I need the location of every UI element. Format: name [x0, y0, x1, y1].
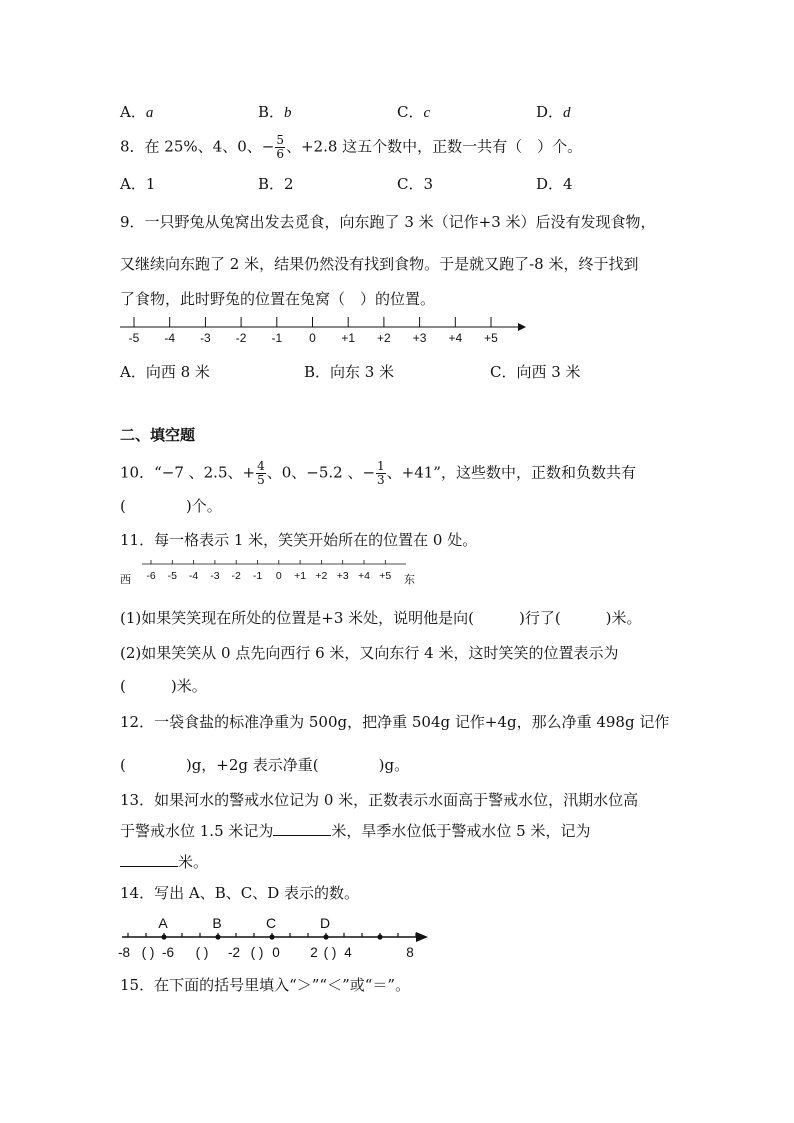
- q9-tick-label: +3: [412, 331, 427, 345]
- q9-line-1: 9．一只野兔从兔窝出发去觅食，向东跑了 3 米（记作+3 米）后没有发现食物，: [120, 213, 656, 231]
- q14-axis-label: ( ): [323, 945, 337, 960]
- q14-line-1: 14．写出 A、B、C、D 表示的数。: [120, 884, 359, 902]
- q9-tick-label: -4: [164, 331, 176, 345]
- q14-axis-label: 2: [310, 945, 318, 960]
- q8-fraction: $\frac{5}{6}$: [276, 133, 284, 161]
- q14-point-label: A: [158, 915, 168, 931]
- q8-option-d: D．4: [536, 175, 573, 193]
- q14-axis-label: ( ): [195, 945, 209, 960]
- q11-tick-label: +3: [336, 570, 349, 582]
- q7-option-a: A．a: [120, 103, 154, 121]
- q11-west-label: 西: [120, 574, 131, 586]
- q14-point-label: C: [265, 915, 277, 931]
- q11-tick-label: -5: [167, 570, 177, 582]
- q11-line-1: 11．每一格表示 1 米，笑笑开始所在的位置在 0 处。: [120, 531, 478, 549]
- q8-option-c: C．3: [397, 175, 434, 193]
- q14-axis-label: 8: [406, 945, 414, 960]
- q13-blank-1: [273, 821, 331, 836]
- q9-tick-label: -1: [271, 331, 283, 345]
- q14-axis-label: ( ): [250, 945, 264, 960]
- q14-axis-label: -2: [227, 945, 241, 960]
- q14-axis-label: -6: [161, 945, 175, 960]
- q11-tick-label: +2: [315, 570, 328, 582]
- q11-sub-2-blank: ( )米。: [120, 677, 207, 695]
- q14-dot: [215, 934, 220, 939]
- q9-option-c: C．向西 3 米: [490, 363, 581, 381]
- q9-tick-label: -2: [235, 331, 247, 345]
- q14-dot: [377, 934, 382, 939]
- q10-stem: 10．“−7 、2.5、+ $\frac{4}{5}$ 、0、−5.2 、− $\frac{1}{3}$ 、+41”，这些数中，正数和负数共有: [120, 459, 636, 487]
- q13-line-2: 于警戒水位 1.5 米记为 米，旱季水位低于警戒水位 5 米，记为: [120, 822, 591, 840]
- q14-axis-label: ( ): [141, 945, 155, 960]
- q9-option-a: A．向西 8 米: [120, 363, 210, 381]
- q14-axis-label: 0: [272, 945, 280, 960]
- q9-tick-label: 0: [309, 331, 316, 345]
- q11-tick-label: +4: [358, 570, 370, 582]
- q9-line-2: 又继续向东跑了 2 米，结果仍然没有找到食物。于是就又跑了-8 米，终于找到: [120, 255, 639, 273]
- q11-sub-1: (1)如果笑笑现在所处的位置是+3 米处，说明他是向( )行了( )米。: [120, 609, 642, 627]
- q8-option-b: B．2: [258, 175, 294, 193]
- q13-line-3: 米。: [120, 852, 208, 872]
- q9-tick-label: -3: [200, 331, 211, 345]
- section-title: 二、填空题: [120, 426, 196, 444]
- q11-sub-2: (2)如果笑笑从 0 点先向西行 6 米，又向东行 4 米，这时笑笑的位置表示为: [120, 644, 619, 662]
- q9-number-line: [118, 316, 538, 352]
- q9-tick-label: +5: [484, 331, 498, 345]
- q11-tick-label: -3: [210, 570, 220, 582]
- q9-tick-label: +4: [448, 331, 463, 345]
- q14-dot: [269, 934, 274, 939]
- q11-tick-label: -4: [188, 570, 199, 582]
- q11-tick-label: -6: [146, 570, 156, 582]
- q8-option-a: A．1: [120, 175, 156, 193]
- q11-east-label: 东: [404, 574, 415, 586]
- q15-line-1: 15．在下面的括号里填入“＞”“＜”或“＝”。: [120, 976, 411, 994]
- q11-number-line: [118, 558, 438, 588]
- q14-point-label: D: [319, 915, 331, 931]
- q14-axis-label: 4: [344, 945, 352, 960]
- q11-tick-label: 0: [275, 570, 282, 582]
- q9-option-b: B．向东 3 米: [304, 363, 395, 381]
- q14-point-label: B: [212, 915, 222, 931]
- q7-option-d: D．d: [536, 103, 571, 121]
- q7-option-b: B．b: [258, 103, 292, 121]
- q12-line-2: ( )g，+2g 表示净重( )g。: [120, 756, 410, 774]
- q11-tick-label: +5: [379, 570, 392, 582]
- q14-dot: [161, 934, 166, 939]
- q11-tick-label: -1: [252, 570, 263, 582]
- q13-blank-2: [120, 852, 178, 867]
- q10-fraction-1: $\frac{4}{5}$: [257, 459, 265, 487]
- q7-option-c: C．c: [397, 103, 431, 121]
- q11-tick-label: -2: [231, 570, 241, 582]
- q9-tick-label: +2: [377, 331, 391, 345]
- q9-tick-label: -5: [128, 331, 140, 345]
- q11-tick-label: +1: [294, 570, 307, 582]
- q9-tick-label: +1: [341, 331, 356, 345]
- q12-line-1: 12．一袋食盐的标准净重为 500g，把净重 504g 记作+4g，那么净重 498g 记作: [120, 713, 670, 731]
- q14-axis-label: -8: [117, 945, 131, 960]
- q8-stem: 8．在 25%、4、0、− $\frac{5}{6}$ 、+2.8 这五个数中，正数一共有（ ）个。: [120, 133, 583, 161]
- q9-line-3: 了食物，此时野兔的位置在兔窝（ ）的位置。: [120, 290, 436, 308]
- q14-dot: [323, 934, 328, 939]
- q13-line-1: 13．如果河水的警戒水位记为 0 米，正数表示水面高于警戒水位，汛期水位高: [120, 791, 639, 809]
- q10-fraction-2: $\frac{1}{3}$: [377, 459, 385, 487]
- q10-line-2: ( )个。: [120, 497, 222, 515]
- q14-number-line: [118, 912, 438, 962]
